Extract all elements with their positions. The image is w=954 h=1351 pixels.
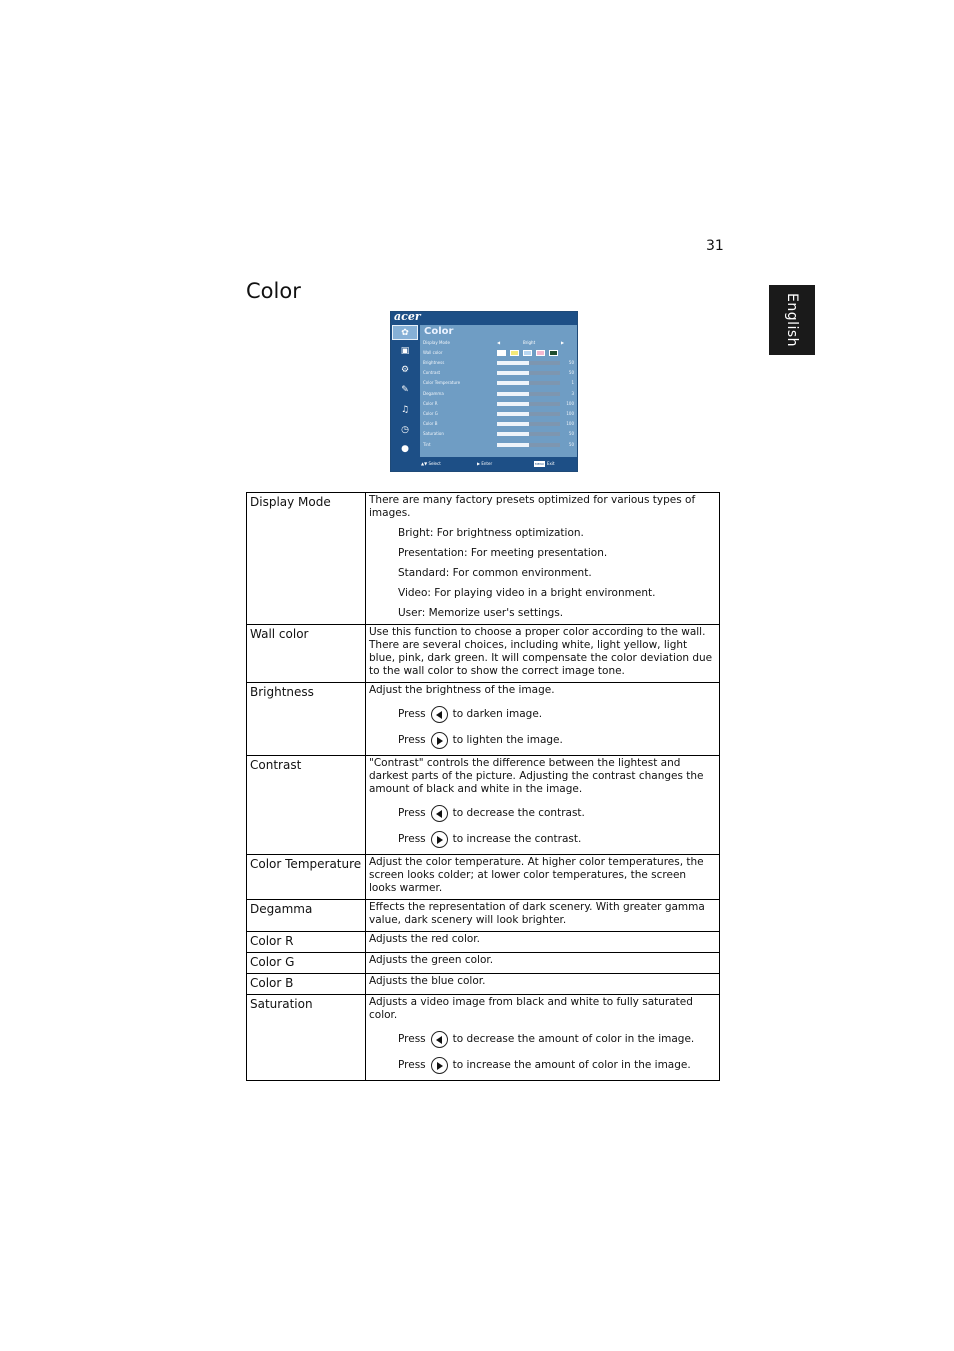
osd-slider-row[interactable]	[423, 409, 577, 418]
sub-item: Bright: For brightness optimization.	[398, 527, 584, 539]
audio-icon[interactable]: ♫	[400, 405, 410, 415]
osd-slider-value: 3	[571, 390, 574, 396]
osd-slider-value: 50	[568, 370, 574, 376]
press-text: to decrease the amount of color in the image.	[452, 1033, 695, 1045]
osd-slider-fill	[497, 422, 529, 426]
press-line	[398, 803, 714, 824]
wall-color-swatch[interactable]	[497, 350, 506, 356]
wall-color-swatch[interactable]	[523, 350, 532, 356]
osd-sidebar	[391, 325, 420, 458]
management-icon[interactable]: ✎	[401, 385, 409, 395]
osd-slider-row[interactable]	[423, 378, 577, 387]
table-row-color-temperature	[247, 855, 720, 900]
term-cell: Brightness	[247, 683, 366, 756]
osd-slider-track[interactable]	[497, 371, 560, 375]
desc-text: Adjust the brightness of the image.	[369, 684, 555, 696]
osd-slider-track[interactable]	[497, 361, 560, 365]
press-line	[398, 1055, 714, 1076]
table-row-wall-color	[247, 625, 720, 683]
table-row-color-g	[247, 953, 720, 974]
desc-text: There are many factory presets optimized for various types of images.	[369, 494, 696, 519]
sub-item: Video: For playing video in a bright environment.	[398, 587, 656, 599]
osd-slider-value: 50	[568, 431, 574, 437]
desc-cell: Effects the representation of dark scenery. With greater gamma value, dark scenery will look brighter.	[366, 900, 720, 932]
language-tab-label: English	[784, 292, 800, 348]
desc-cell: Adjust the color temperature. At higher color temperatures, the screen looks colder; at lower color temperatures, the screen looks warmer.	[366, 855, 720, 900]
osd-label: Contrast	[423, 370, 441, 376]
term-cell: Saturation	[247, 995, 366, 1081]
press-label: Press	[398, 807, 426, 819]
osd-title: Color	[424, 326, 454, 337]
table-row-brightness	[247, 683, 720, 756]
color-settings-table	[246, 492, 720, 1081]
osd-label: Display Mode	[423, 340, 450, 345]
osd-slider-track[interactable]	[497, 422, 560, 426]
osd-slider-value: 100	[566, 411, 574, 416]
wall-color-swatch[interactable]	[549, 350, 558, 356]
term-cell: Color B	[247, 974, 366, 995]
table-row-color-r	[247, 932, 720, 953]
left-arrow-key-icon	[431, 706, 448, 723]
table-row-degamma	[247, 900, 720, 932]
desc-cell: Adjusts the blue color.	[366, 974, 720, 995]
osd-label: Degamma	[423, 390, 444, 396]
page-number: 31	[706, 238, 724, 254]
osd-slider-fill	[497, 371, 529, 375]
press-label: Press	[398, 1059, 426, 1071]
osd-slider-fill	[497, 432, 529, 436]
osd-slider-track[interactable]	[497, 392, 560, 396]
osd-screenshot	[390, 311, 578, 472]
press-label: Press	[398, 1033, 426, 1045]
settings-icon[interactable]: ⚙	[400, 365, 410, 375]
osd-slider-row[interactable]	[423, 429, 577, 438]
table-row-saturation	[247, 995, 720, 1081]
up-down-arrow-icon: ▲▼	[421, 461, 428, 466]
desc-text: Adjusts a video image from black and white to fully saturated color.	[369, 996, 693, 1021]
osd-slider-track[interactable]	[497, 412, 560, 416]
osd-slider-fill	[497, 392, 529, 396]
press-label: Press	[398, 734, 426, 746]
osd-slider-fill	[497, 443, 529, 447]
osd-slider-row[interactable]	[423, 399, 577, 408]
osd-slider-row[interactable]	[423, 368, 577, 377]
desc-cell	[366, 756, 720, 855]
term-cell: Color Temperature	[247, 855, 366, 900]
osd-label: Color R	[423, 400, 438, 406]
left-arrow-key-icon	[431, 1031, 448, 1048]
osd-slider-value: 50	[568, 360, 574, 365]
desc-cell: Adjusts the green color.	[366, 953, 720, 974]
desc-cell	[366, 683, 720, 756]
left-arrow-key-icon	[431, 805, 448, 822]
osd-hint-exit	[534, 461, 555, 467]
osd-hint-exit-label: Exit	[546, 461, 555, 466]
sub-item: User: Memorize user's settings.	[398, 607, 564, 619]
osd-slider-fill	[497, 412, 529, 416]
chevron-right-icon[interactable]: ▶	[561, 340, 565, 345]
image-icon[interactable]: ▣	[400, 346, 410, 356]
right-arrow-key-icon	[431, 831, 448, 848]
press-text: to darken image.	[452, 708, 543, 720]
osd-slider-row[interactable]	[423, 440, 577, 449]
sub-item: Standard: For common environment.	[398, 567, 592, 579]
osd-row-display-mode[interactable]	[423, 338, 577, 347]
wall-color-swatch[interactable]	[536, 350, 545, 356]
osd-slider-value: 1	[571, 380, 574, 386]
press-line	[398, 704, 714, 725]
term-cell: Degamma	[247, 900, 366, 932]
osd-slider-track[interactable]	[497, 432, 560, 436]
term-cell: Color R	[247, 932, 366, 953]
osd-label: Color B	[423, 421, 438, 427]
press-text: to decrease the contrast.	[452, 807, 585, 819]
osd-slider-fill	[497, 361, 529, 365]
osd-slider-fill	[497, 402, 529, 406]
desc-text: "Contrast" controls the difference between the lightest and darkest parts of the picture. Adjusting the contrast changes the amount of black and white in the image.	[369, 757, 704, 795]
desc-cell	[366, 995, 720, 1081]
osd-slider-value: 100	[566, 421, 574, 427]
menu-key: MENU	[535, 462, 544, 466]
osd-slider-row[interactable]	[423, 419, 577, 428]
desc-cell: Adjusts the red color.	[366, 932, 720, 953]
osd-label: Wall color	[423, 350, 443, 355]
osd-slider-row[interactable]	[423, 389, 577, 398]
press-label: Press	[398, 708, 426, 720]
osd-slider-track[interactable]	[497, 381, 560, 385]
term-cell: Wall color	[247, 625, 366, 683]
table-row-color-b	[247, 974, 720, 995]
chevron-left-icon[interactable]: ◀	[497, 340, 501, 345]
osd-label: Color G	[423, 411, 438, 416]
press-text: to increase the amount of color in the image.	[452, 1059, 691, 1071]
language-icon[interactable]: ●	[401, 444, 409, 454]
osd-slider-track[interactable]	[497, 443, 560, 447]
osd-top-bar	[391, 312, 577, 325]
press-text: to lighten the image.	[452, 734, 563, 746]
osd-row-wall-color[interactable]	[423, 348, 577, 357]
term-cell: Display Mode	[247, 493, 366, 625]
desc-cell	[366, 493, 720, 625]
right-arrow-key-icon	[431, 1057, 448, 1074]
press-line	[398, 730, 714, 751]
desc-cell: Use this function to choose a proper color according to the wall. There are several choices, including white, light yellow, light blue, pink, dark green. It will compensate the color deviation due to the wall color to show the correct image tone.	[366, 625, 720, 683]
osd-hint-select	[421, 461, 441, 467]
osd-slider-value: 50	[568, 441, 574, 447]
acer-logo: acer	[394, 311, 421, 323]
term-cell: Color G	[247, 953, 366, 974]
osd-slider-value: 100	[566, 400, 574, 406]
right-arrow-icon: ▶	[477, 461, 481, 466]
press-line	[398, 829, 714, 850]
osd-label: Tint	[423, 441, 431, 447]
osd-label: Brightness	[423, 360, 445, 365]
osd-hint-select-label: Select	[428, 461, 441, 466]
color-icon[interactable]: ✿	[392, 325, 418, 340]
press-text: to increase the contrast.	[452, 833, 582, 845]
table-row-display-mode	[247, 493, 720, 625]
osd-slider-fill	[497, 381, 529, 385]
language-tab	[769, 285, 815, 355]
osd-display-mode-value: Bright	[523, 340, 536, 345]
right-arrow-key-icon	[431, 732, 448, 749]
table-row-contrast	[247, 756, 720, 855]
press-line	[398, 1029, 714, 1050]
section-title: Color	[246, 279, 301, 303]
term-cell: Contrast	[247, 756, 366, 855]
osd-slider-track[interactable]	[497, 402, 560, 406]
osd-hint-enter-label: Enter	[481, 461, 493, 466]
wall-color-swatch[interactable]	[510, 350, 519, 356]
osd-label: Color Temperature	[423, 380, 461, 386]
sub-item: Presentation: For meeting presentation.	[398, 547, 608, 559]
osd-label: Saturation	[423, 431, 444, 437]
press-label: Press	[398, 833, 426, 845]
timer-icon[interactable]: ◷	[401, 425, 409, 435]
osd-bottom-bar	[391, 457, 577, 471]
osd-slider-row[interactable]	[423, 358, 577, 367]
osd-hint-enter	[477, 461, 492, 467]
